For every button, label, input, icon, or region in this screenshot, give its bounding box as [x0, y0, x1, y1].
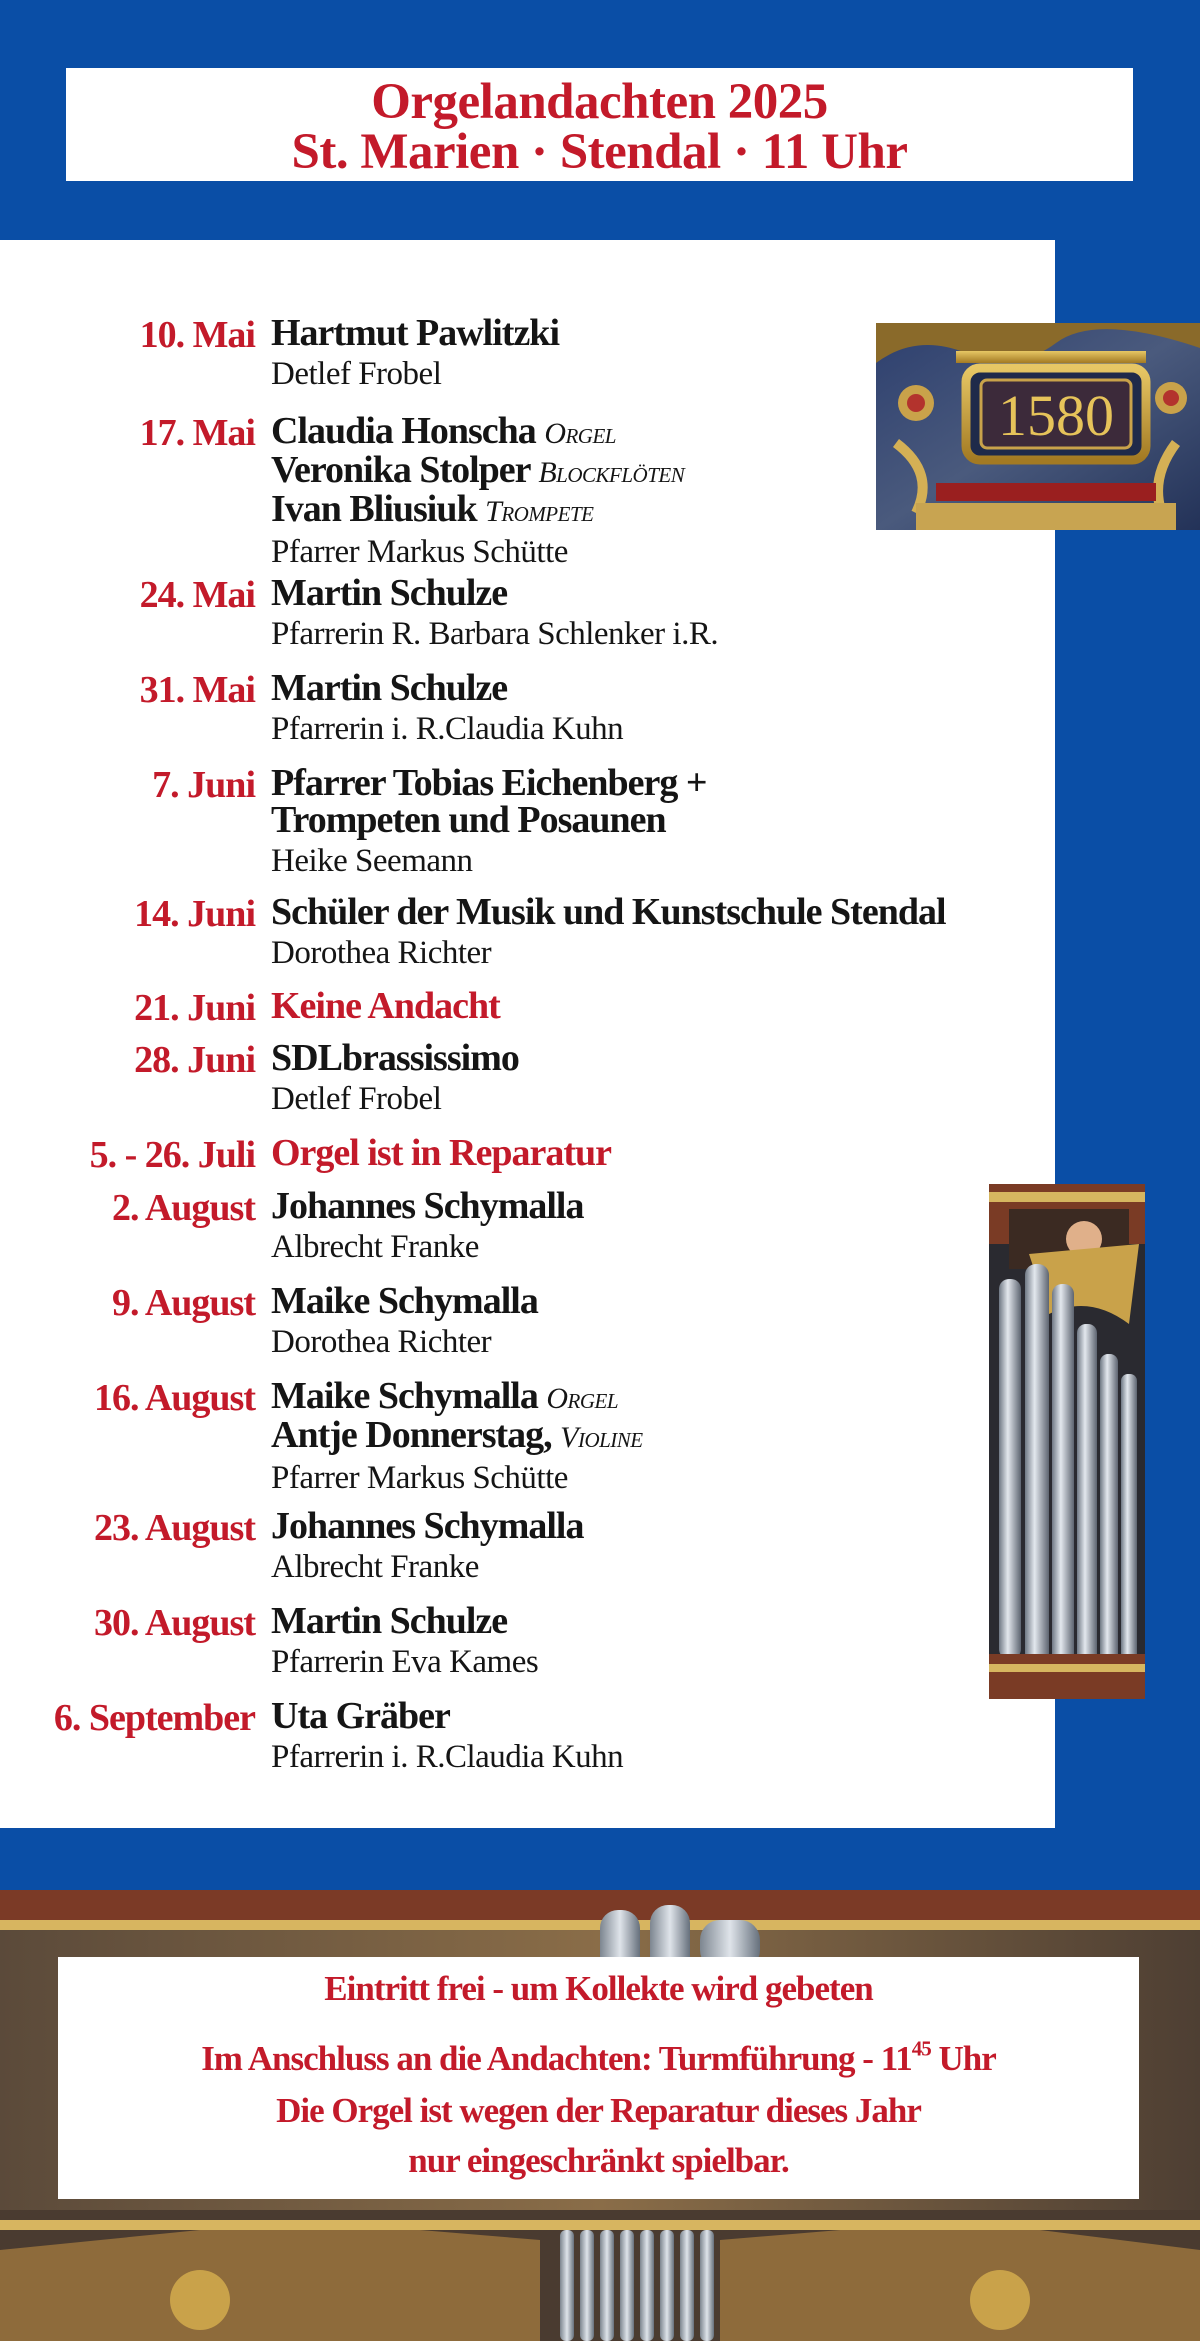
footer-tower-tour: Im Anschluss an die Andachten: Turmführung - $11^{45}$ Uhr [201, 2036, 996, 2078]
entry-notice [271, 1132, 612, 1174]
performer-name: Schüler der Musik und Kunstschule Stendal [271, 891, 946, 933]
performer-name: Johannes Schymalla [271, 1505, 584, 1547]
performer-name: Claudia Honscha [271, 410, 536, 452]
entry-performer [271, 1414, 643, 1456]
performer-name: Maike Schymalla [271, 1375, 538, 1417]
entry-date: 28. Juni [134, 1039, 255, 1081]
entry-date: 5. - 26. Juli [89, 1134, 255, 1176]
entry-performer [271, 449, 685, 491]
performer-name: Veronika Stolper [271, 449, 530, 491]
carving-year: 1580 [998, 383, 1114, 448]
entry-pastor: Albrecht Franke [271, 1229, 479, 1265]
entry-date: 16. August [93, 1377, 255, 1419]
entry-performer [271, 1375, 643, 1417]
performer-instrument: Violine [560, 1421, 643, 1454]
page-title: Orgelandachten 2025 [371, 74, 828, 130]
entry-performer [271, 1505, 584, 1547]
entry-pastor: Pfarrer Markus Schütte [271, 1460, 568, 1496]
entry-performer [271, 891, 946, 933]
entry-pastor: Heike Seemann [271, 843, 473, 879]
entry-details [271, 1695, 624, 1779]
entry-details [271, 312, 560, 396]
entry-details [271, 667, 624, 751]
entry-pastor: Pfarrerin Eva Kames [271, 1644, 539, 1680]
entry-date: 30. August [93, 1602, 255, 1644]
performer-instrument: Orgel [546, 1382, 618, 1415]
performer-name: Maike Schymalla [271, 1280, 538, 1322]
performer-name: Keine Andacht [271, 985, 500, 1027]
entry-performer [271, 1185, 584, 1227]
entry-date: 23. August [93, 1507, 255, 1549]
footer-repair-note: Die Orgel ist wegen der Reparatur dieses Jahr [276, 2091, 921, 2130]
entry-details [271, 1375, 643, 1500]
entry-details [271, 891, 946, 975]
performer-name: Johannes Schymalla [271, 1185, 584, 1227]
entry-performer [271, 312, 560, 354]
entry-notice [271, 985, 500, 1027]
footer-repair-note-2: nur eingeschränkt spielbar. [408, 2141, 789, 2180]
performer-name: Trompeten und Posaunen [271, 799, 666, 841]
performer-name: SDLbrassissimo [271, 1037, 519, 1079]
entry-date: 9. August [111, 1282, 255, 1324]
entry-performer [271, 572, 718, 614]
performer-name: Martin Schulze [271, 1600, 508, 1642]
entry-pastor: Pfarrerin i. R.Claudia Kuhn [271, 711, 624, 747]
entry-date: 6. September [53, 1697, 255, 1739]
entry-pastor: Dorothea Richter [271, 1324, 492, 1360]
entry-performer [271, 1037, 519, 1079]
performer-instrument: Blockflöten [538, 456, 685, 489]
entry-details [271, 1600, 539, 1684]
entry-details [271, 410, 685, 574]
performer-name: Uta Gräber [271, 1695, 450, 1737]
entry-details [271, 1037, 519, 1121]
entry-details [271, 1132, 612, 1174]
entry-details [271, 985, 500, 1027]
performer-name: Orgel ist in Reparatur [271, 1132, 612, 1174]
entry-date: 2. August [111, 1187, 255, 1229]
entry-performer [271, 1280, 538, 1322]
entry-details [271, 1185, 584, 1269]
entry-details [271, 1280, 538, 1364]
entry-date: 24. Mai [139, 574, 255, 616]
title-banner [66, 68, 1133, 181]
entry-pastor: Pfarrer Markus Schütte [271, 534, 568, 570]
entry-pastor: Detlef Frobel [271, 356, 442, 392]
entry-date: 10. Mai [139, 314, 255, 356]
entry-date: 7. Juni [152, 764, 255, 806]
entry-date: 31. Mai [139, 669, 255, 711]
entry-pastor: Dorothea Richter [271, 935, 492, 971]
entry-performer [271, 1695, 623, 1737]
entry-date: 21. Juni [134, 987, 255, 1029]
entry-pastor: Pfarrerin R. Barbara Schlenker i.R. [271, 616, 719, 652]
performer-name: Martin Schulze [271, 572, 508, 614]
entry-performer [271, 488, 684, 530]
entry-details [271, 762, 707, 883]
carving-1580-image [876, 323, 1200, 530]
footer-entry-free: Eintritt frei - um Kollekte wird gebeten [324, 1969, 873, 2008]
footer-info-box [58, 1957, 1139, 2199]
page-subtitle: St. Marien · Stendal · 11 Uhr [291, 124, 908, 180]
entry-performer [271, 799, 707, 841]
entry-details [271, 1505, 584, 1589]
performer-instrument: Trompete [485, 495, 594, 528]
performer-name: Hartmut Pawlitzki [271, 312, 560, 354]
entry-performer [271, 1600, 538, 1642]
entry-details [271, 572, 719, 656]
performer-name: Antje Donnerstag, [271, 1414, 552, 1456]
performer-name: Ivan Bliusiuk [271, 488, 477, 530]
entry-date: 17. Mai [139, 412, 255, 454]
entry-pastor: Albrecht Franke [271, 1549, 479, 1585]
performer-name: Pfarrer Tobias Eichenberg + [271, 762, 707, 804]
entry-performer [271, 667, 623, 709]
entry-pastor: Detlef Frobel [271, 1081, 442, 1117]
performer-name: Martin Schulze [271, 667, 508, 709]
entry-date: 14. Juni [134, 893, 255, 935]
performer-instrument: Orgel [544, 417, 616, 450]
entry-pastor: Pfarrerin i. R.Claudia Kuhn [271, 1739, 624, 1775]
entry-performer [271, 762, 707, 804]
organ-pipes-image [989, 1184, 1145, 1699]
entry-performer [271, 410, 684, 452]
